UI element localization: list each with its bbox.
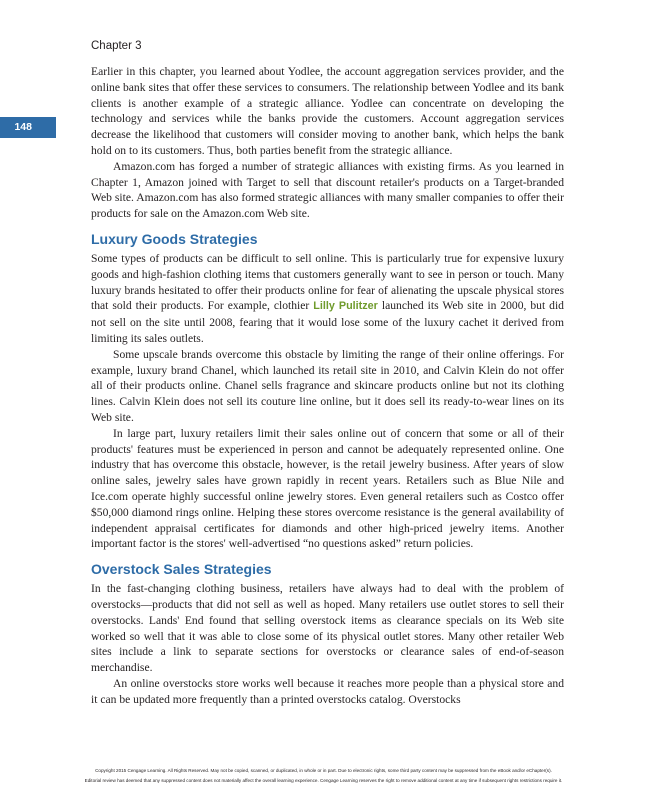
intro-paragraph-2: Amazon.com has forged a number of strategic alliances with existing firms. As you learned in Chapter 1, Amazon joined with Target to sell that discount retailer's products on a Target-branded Web site. Amazon.com has also formed strategic alliances with many smaller companies to offer their products for sale on the Amazon.com Web site. [91, 159, 564, 221]
overstock-sales-heading: Overstock Sales Strategies [91, 561, 272, 578]
page-number-tab: 148 [0, 117, 56, 138]
copyright-notice: Copyright 2015 Cengage Learning. All Rights Reserved. May not be copied, scanned, or duplicated, in whole or in part. Due to electronic rights, some third party content may be suppressed from the eBook and/or eChapter(s). [95, 768, 552, 773]
luxury-paragraph-3: In large part, luxury retailers limit their sales online out of concern that some or all of their products' features must be experienced in person and cannot be adequately represented online. One industry that has overcome this obstacle, however, is the retail jewelry business. After years of slow online sales, jewelry sales have grown rapidly in recent years. Retailers such as Blue Nile and Ice.com operate highly successful online jewelry stores. Even general retailers such as Costco offer $50,000 diamond rings online. Helping these stores overcome resistance is the general availability of independent appraisal certificates for diamonds and other high-priced jewelry items. Another important factor is the stores' well-advertised “no questions asked” return policies. [91, 426, 564, 551]
editorial-notice: Editorial review has deemed that any suppressed content does not materially affect the overall learning experience. Cengage Learning reserves the right to remove additional content at any time if subsequent rights restrictions require it. [84, 778, 563, 783]
key-term-lilly-pulitzer: Lilly Pulitzer [313, 300, 378, 313]
luxury-paragraph-1 [91, 251, 564, 347]
chapter-label: Chapter 3 [91, 40, 142, 52]
luxury-paragraph-1-text-b: launched its Web site in 2000, but did not sell on the site until 2008, fearing that it would lose some of the luxury cachet it derived from limiting its sales outlets. [91, 299, 564, 345]
luxury-paragraph-1-text-a: Some types of products can be difficult to sell online. This is particularly true for expensive luxury goods and high-fashion clothing items that customers generally want to see in person or touch. Many luxury brands hesitated to offer their products online for fear of alienating the upscale physical stores that sold their products. For example, clothier [91, 251, 564, 313]
luxury-goods-heading: Luxury Goods Strategies [91, 230, 258, 247]
luxury-paragraph-2: Some upscale brands overcome this obstacle by limiting the range of their online offerings. For example, luxury brand Chanel, which launched its retail site in 2010, and Calvin Klein do not offer all of their products online. Chanel sells fragrance and skincare products online but not its clothing lines. Calvin Klein does not sell its couture line online, but it does sell its ready-to-wear lines on its Web site. [91, 347, 564, 424]
overstock-paragraph-2: An online overstocks store works well because it reaches more people than a physical store and it can be updated more frequently than a printed overstocks catalog. Overstocks [91, 676, 564, 706]
overstock-paragraph-1: In the fast-changing clothing business, retailers have always had to deal with the problem of overstocks—products that did not sell as well as hoped. Many retailers use outlet stores to sell their overstocks. Lands' End found that selling overstock items as clearance specials on its Web site worked so well that it was able to close some of its physical outlet stores. Many other retailer Web sites include a link to separate sections for overstocks or clearance sales of end-of-season merchandise. [91, 582, 564, 675]
page-body [91, 64, 564, 707]
intro-paragraph-1: Earlier in this chapter, you learned about Yodlee, the account aggregation services provider, and the online bank sites that offer these services to consumers. The relationship between Yodlee and its bank clients is another example of a strategic alliance. Yodlee can concentrate on developing the technology and services while the banks provide the customers. Account aggregation services decrease the likelihood that customers will consider moving to another bank, which helps the bank hold on to its customers. Thus, both parties benefit from the strategic alliance. [91, 65, 564, 157]
